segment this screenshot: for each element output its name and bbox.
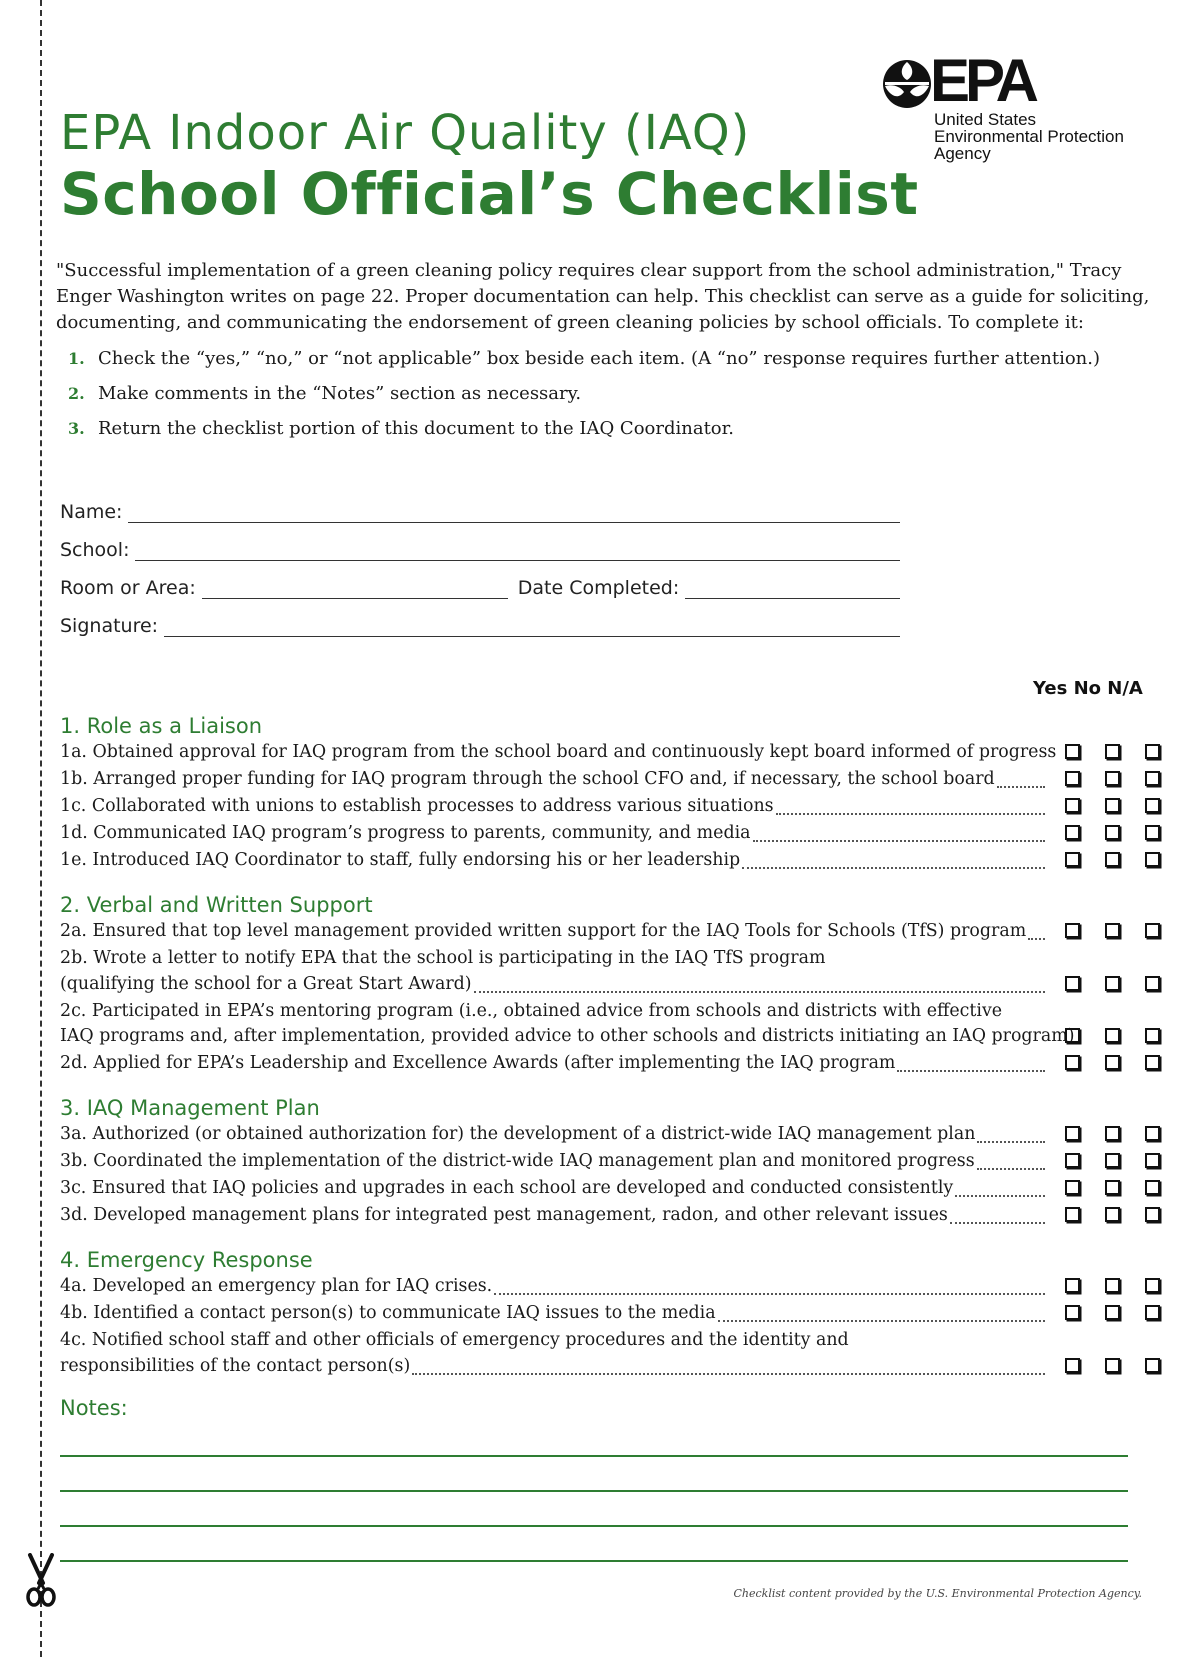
yes-checkbox[interactable] <box>1065 825 1080 840</box>
no-checkbox[interactable] <box>1105 825 1120 840</box>
no-checkbox[interactable] <box>1105 1153 1120 1168</box>
na-checkbox[interactable] <box>1145 852 1160 867</box>
epa-logo <box>882 47 1162 166</box>
cut-line <box>40 0 42 1657</box>
date-label: Date Completed: <box>517 577 680 599</box>
dot-leader <box>753 815 1045 842</box>
checklist-item <box>60 740 1160 767</box>
epa-wordmark: EPA <box>930 47 1034 114</box>
no-checkbox[interactable] <box>1105 976 1120 991</box>
item-text: (qualifying the school for a Great Start Award) <box>60 973 472 994</box>
yes-checkbox[interactable] <box>1065 1278 1080 1293</box>
section-title: 2. Verbal and Written Support <box>60 893 373 917</box>
no-checkbox[interactable] <box>1105 1305 1120 1320</box>
checklist-item <box>60 1328 1160 1381</box>
intro-paragraph: "Successful implementation of a green cleaning policy requires clear support from the school administration," Tracy Enger Washington writes on page 22. Proper documentation can help. This checklist can serve as a guide for soliciting, documenting, and communicating the endorsement of green cleaning policies by school officials. To complete it: <box>56 260 1150 333</box>
no-checkbox[interactable] <box>1105 1055 1120 1070</box>
section-title: 3. IAQ Management Plan <box>60 1096 320 1120</box>
na-checkbox[interactable] <box>1145 1055 1160 1070</box>
room-label: Room or Area: <box>60 577 196 599</box>
dot-leader <box>955 1170 1045 1197</box>
yes-checkbox[interactable] <box>1065 1153 1080 1168</box>
dot-leader <box>412 1348 1045 1375</box>
instruction-steps <box>68 348 1148 453</box>
yes-checkbox[interactable] <box>1065 1180 1080 1195</box>
notes-line[interactable] <box>60 1560 1128 1562</box>
dot-leader <box>718 1295 1045 1322</box>
dot-leader <box>997 761 1045 788</box>
dot-leader <box>776 788 1045 815</box>
na-checkbox[interactable] <box>1145 976 1160 991</box>
yes-checkbox[interactable] <box>1065 1305 1080 1320</box>
no-checkbox[interactable] <box>1105 1278 1120 1293</box>
item-text: 4c. Notified school staff and other officials of emergency procedures and the identity and <box>60 1330 849 1350</box>
no-checkbox[interactable] <box>1105 1028 1120 1043</box>
item-text: 1a. Obtained approval for IAQ program from the school board and continuously kept board informed of progress <box>60 742 1057 762</box>
no-checkbox[interactable] <box>1105 744 1120 759</box>
yes-checkbox[interactable] <box>1065 1055 1080 1070</box>
item-text: 2c. Participated in EPA’s mentoring program (i.e., obtained advice from schools and districts with effective <box>60 1000 1003 1021</box>
dot-leader <box>977 1143 1045 1170</box>
item-text: 2b. Wrote a letter to notify EPA that the school is participating in the IAQ TfS program <box>60 948 826 968</box>
room-field[interactable] <box>202 578 508 599</box>
section-title: 4. Emergency Response <box>60 1248 313 1272</box>
school-field[interactable] <box>135 540 900 561</box>
notes-line[interactable] <box>60 1525 1128 1527</box>
instruction-step: 2. Make comments in the “Notes” section as necessary. <box>68 383 582 404</box>
instruction-step: 1. Check the “yes,” “no,” or “not applicable” box beside each item. (A “no” response requires further attention.) <box>68 348 1101 369</box>
na-checkbox[interactable] <box>1145 1153 1160 1168</box>
checklist-item <box>60 999 1160 1052</box>
na-checkbox[interactable] <box>1145 923 1160 938</box>
no-checkbox[interactable] <box>1105 852 1120 867</box>
item-text: 1b. Arranged proper funding for IAQ program through the school CFO and, if necessary, the school board <box>60 769 995 789</box>
na-checkbox[interactable] <box>1145 1358 1160 1373</box>
item-text: 3a. Authorized (or obtained authorization for) the development of a district-wide IAQ management plan <box>60 1124 976 1144</box>
section-title: 1. Role as a Liaison <box>60 714 263 738</box>
checklist-section <box>60 891 1160 1078</box>
no-checkbox[interactable] <box>1105 1126 1120 1141</box>
dot-leader <box>1028 913 1045 940</box>
no-checkbox[interactable] <box>1105 923 1120 938</box>
na-checkbox[interactable] <box>1145 1180 1160 1195</box>
checklist-sections <box>60 712 1160 1397</box>
yes-checkbox[interactable] <box>1065 744 1080 759</box>
yes-checkbox[interactable] <box>1065 798 1080 813</box>
na-checkbox[interactable] <box>1145 825 1160 840</box>
item-text: 3c. Ensured that IAQ policies and upgrades in each school are developed and conducted consistently <box>60 1178 954 1198</box>
item-text: 4b. Identified a contact person(s) to communicate IAQ issues to the media <box>60 1303 716 1323</box>
item-text: IAQ programs and, after implementation, provided advice to other schools and districts initiating an IAQ program) <box>60 1026 1075 1046</box>
na-checkbox[interactable] <box>1145 1305 1160 1320</box>
item-text: 1d. Communicated IAQ program’s progress to parents, community, and media <box>60 823 751 843</box>
no-checkbox[interactable] <box>1105 1358 1120 1373</box>
dot-leader <box>950 1197 1045 1224</box>
answer-column-headers: Yes No N/A <box>1033 678 1143 699</box>
info-form <box>60 485 900 637</box>
no-checkbox[interactable] <box>1105 1207 1120 1222</box>
yes-checkbox[interactable] <box>1065 923 1080 938</box>
yes-checkbox[interactable] <box>1065 976 1080 991</box>
item-text: 1c. Collaborated with unions to establish processes to address various situations <box>60 796 774 816</box>
dot-leader <box>897 1045 1045 1072</box>
checklist-item <box>60 1203 1160 1230</box>
item-text: responsibilities of the contact person(s) <box>60 1355 411 1376</box>
dot-leader <box>742 842 1045 869</box>
yes-checkbox[interactable] <box>1065 771 1080 786</box>
dot-leader <box>977 1116 1045 1143</box>
item-text: 2a. Ensured that top level management provided written support for the IAQ Tools for Schools (TfS) program <box>60 921 1027 941</box>
na-checkbox[interactable] <box>1145 771 1160 786</box>
no-checkbox[interactable] <box>1105 1180 1120 1195</box>
na-checkbox[interactable] <box>1145 1278 1160 1293</box>
notes-label: Notes: <box>60 1396 128 1420</box>
checklist-section <box>60 712 1160 875</box>
signature-field[interactable] <box>164 616 900 637</box>
dot-leader <box>494 1268 1045 1295</box>
notes-line[interactable] <box>60 1455 1128 1457</box>
checklist-item <box>60 919 1160 946</box>
na-checkbox[interactable] <box>1145 1207 1160 1222</box>
checklist-section <box>60 1094 1160 1230</box>
na-checkbox[interactable] <box>1145 1126 1160 1141</box>
name-field[interactable] <box>128 502 900 523</box>
notes-line[interactable] <box>60 1490 1128 1492</box>
item-text: 4a. Developed an emergency plan for IAQ crises. <box>60 1276 493 1296</box>
yes-checkbox[interactable] <box>1065 1028 1080 1043</box>
yes-checkbox[interactable] <box>1065 1126 1080 1141</box>
item-text: 3b. Coordinated the implementation of the district-wide IAQ management plan and monitored progress <box>60 1151 975 1171</box>
yes-checkbox[interactable] <box>1065 1358 1080 1373</box>
epa-flower-icon <box>882 58 932 110</box>
instruction-step: 3. Return the checklist portion of this document to the IAQ Coordinator. <box>68 418 734 439</box>
yes-checkbox[interactable] <box>1065 852 1080 867</box>
title-line-1: EPA Indoor Air Quality (IAQ) <box>60 105 751 161</box>
scissors-icon <box>24 1553 58 1609</box>
agency-name: United States Environmental Protection Agency <box>934 110 1124 163</box>
na-checkbox[interactable] <box>1145 1028 1160 1043</box>
checklist-item <box>60 1301 1160 1328</box>
date-field[interactable] <box>685 578 900 599</box>
item-text: 3d. Developed management plans for integrated pest management, radon, and other relevant issues <box>60 1205 948 1225</box>
item-text: 2d. Applied for EPA’s Leadership and Excellence Awards (after implementing the IAQ program <box>60 1053 896 1073</box>
signature-label: Signature: <box>60 615 159 637</box>
na-checkbox[interactable] <box>1145 798 1160 813</box>
dot-leader <box>474 966 1045 993</box>
checklist-item <box>60 1051 1160 1078</box>
yes-checkbox[interactable] <box>1065 1207 1080 1222</box>
na-checkbox[interactable] <box>1145 744 1160 759</box>
checklist-section <box>60 1246 1160 1381</box>
school-label: School: <box>60 539 130 561</box>
checklist-item <box>60 946 1160 999</box>
page-title: School Official’s Checklist <box>60 160 919 228</box>
item-text: 1e. Introduced IAQ Coordinator to staff, fully endorsing his or her leadership <box>60 850 741 870</box>
checklist-item <box>60 848 1160 875</box>
no-checkbox[interactable] <box>1105 771 1120 786</box>
footer-credit: Checklist content provided by the U.S. Environmental Protection Agency. <box>733 1587 1142 1600</box>
no-checkbox[interactable] <box>1105 798 1120 813</box>
name-label: Name: <box>60 501 123 523</box>
